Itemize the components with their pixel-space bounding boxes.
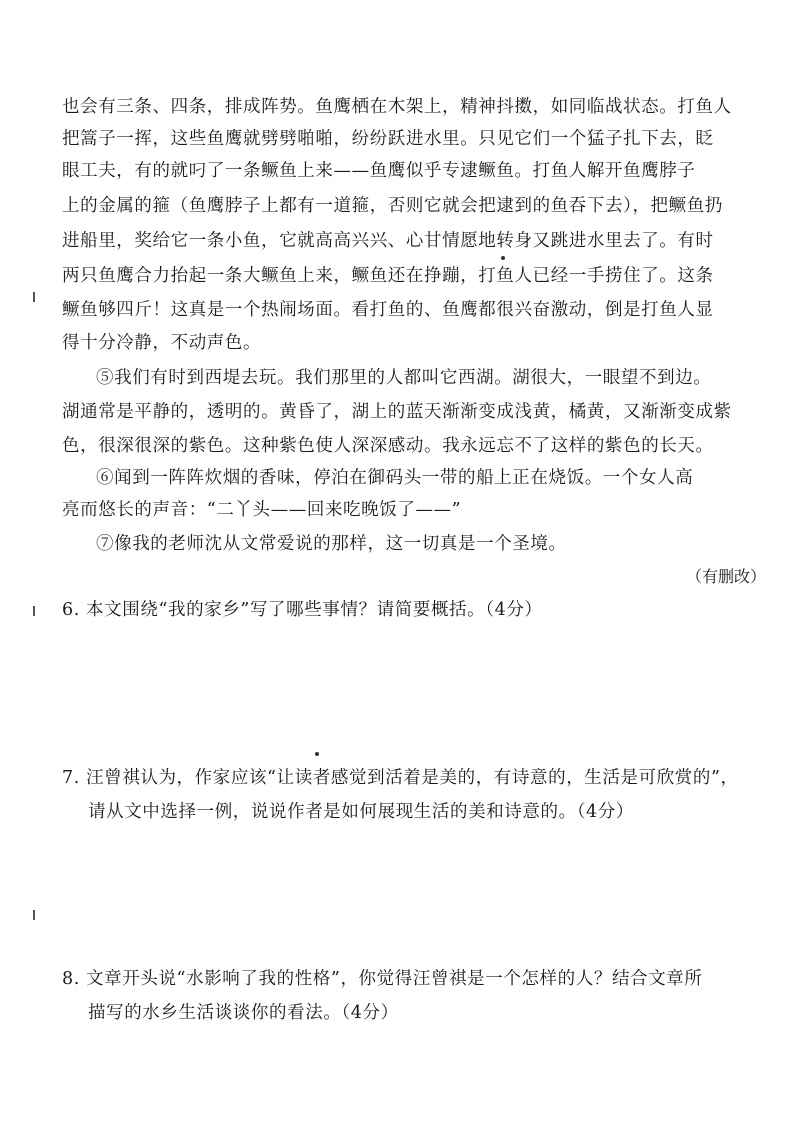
scan-dot xyxy=(315,752,319,756)
paragraph-5-line-1: ⑤我们有时到西堤去玩。我们那里的人都叫它西湖。湖很大，一眼望不到边。 xyxy=(96,368,712,388)
paragraph-6-line-2: 亮而悠长的声音：“二丫头——回来吃晚饭了——” xyxy=(62,500,462,520)
passage-line-5: 进船里，奖给它一条小鱼，它就高高兴兴、心甘情愿地转身又跳进水里去了。有时 xyxy=(62,231,714,251)
margin-mark xyxy=(33,606,35,616)
passage-line-7: 鳜鱼够四斤！这真是一个热闹场面。看打鱼的、鱼鹰都很兴奋激动，倒是打鱼人显 xyxy=(62,300,714,320)
passage-line-2: 把篙子一挥，这些鱼鹰就劈劈啪啪，纷纷跃进水里。只见它们一个猛子扎下去，眨 xyxy=(62,129,714,149)
paragraph-5-line-3: 色，很深很深的紫色。这种紫色使人深深感动。我永远忘不了这样的紫色的长天。 xyxy=(62,436,714,456)
paragraph-6-line-1: ⑥闻到一阵阵炊烟的香味，停泊在御码头一带的船上正在烧饭。一个女人高 xyxy=(96,468,694,488)
question-8-line-2: 描写的水乡生活谈谈你的看法。（4分） xyxy=(88,1003,399,1023)
passage-line-1: 也会有三条、四条，排成阵势。鱼鹰栖在木架上，精神抖擞，如同临战状态。打鱼人 xyxy=(62,97,732,117)
passage-line-8: 得十分冷静，不动声色。 xyxy=(62,333,262,353)
question-6: 6. 本文围绕“我的家乡”写了哪些事情？请简要概括。（4分） xyxy=(62,600,543,620)
passage-line-4: 上的金属的箍（鱼鹰脖子上都有一道箍，否则它就会把逮到的鱼吞下去），把鳜鱼扔 xyxy=(62,196,723,216)
question-7-line-2: 请从文中选择一例，说说作者是如何展现生活的美和诗意的。（4分） xyxy=(88,802,634,822)
margin-mark xyxy=(33,292,35,302)
paragraph-7: ⑦像我的老师沈从文常爱说的那样，这一切真是一个圣境。 xyxy=(96,534,567,554)
question-8-line-1: 8. 文章开头说“水影响了我的性格”，你觉得汪曾祺是一个怎样的人？结合文章所 xyxy=(62,969,703,989)
source-note: （有删改） xyxy=(685,567,766,586)
scan-dot xyxy=(501,256,505,260)
passage-line-6: 两只鱼鹰合力抬起一条大鳜鱼上来，鳜鱼还在挣蹦，打鱼人已经一手捞住了。这条 xyxy=(62,266,714,286)
question-7-line-1: 7. 汪曾祺认为，作家应该“让读者感觉到活着是美的，有诗意的，生活是可欣赏的”， xyxy=(62,768,739,788)
margin-mark xyxy=(33,910,35,920)
paragraph-5-line-2: 湖通常是平静的，透明的。黄昏了，湖上的蓝天渐渐变成浅黄，橘黄，又渐渐变成紫 xyxy=(62,402,732,422)
passage-line-3: 眼工夫，有的就叼了一条鳜鱼上来——鱼鹰似乎专逮鳜鱼。打鱼人解开鱼鹰脖子 xyxy=(62,161,696,181)
